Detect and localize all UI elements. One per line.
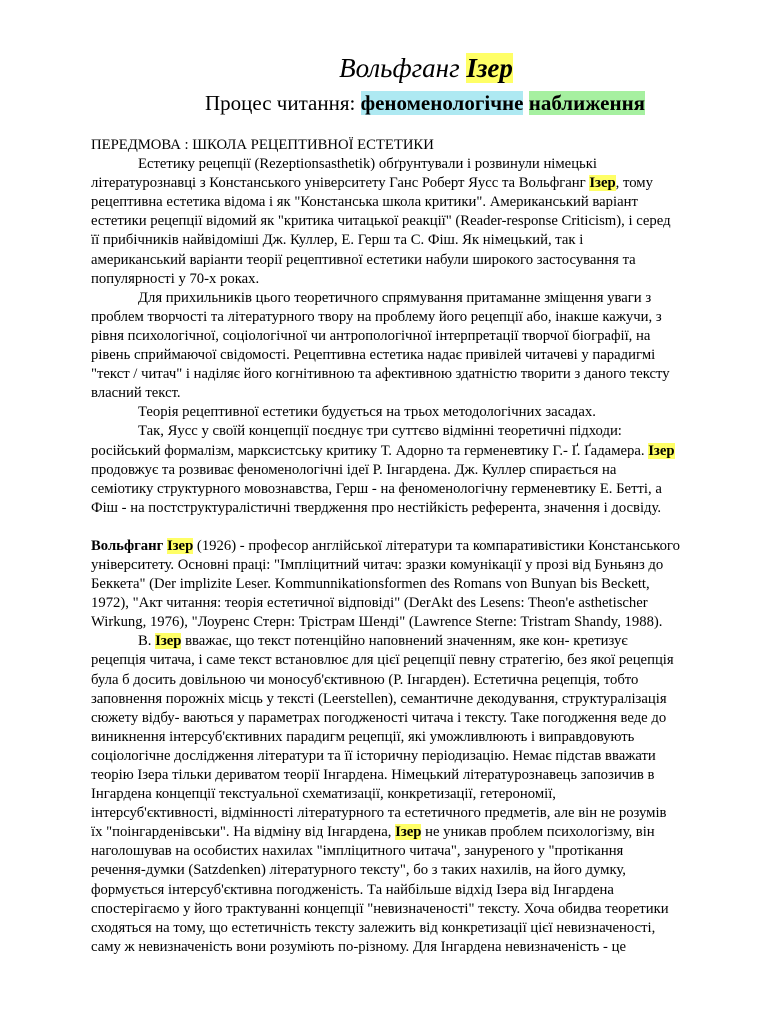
document-body	[91, 136, 713, 957]
body-line: інтерсуб'єктивності, відмінності літературного та естетичного предметів, але він не розумів	[91, 805, 667, 822]
surname-highlight: Ізер	[395, 824, 422, 841]
surname-highlight: Ізер	[155, 633, 182, 650]
subtitle-highlight-word1: феноменологічне	[360, 91, 524, 115]
text-span: російський формалізм, марксистську критику Т. Адорно та герменевтику Г.- Ґ. Ґадамера.	[91, 442, 645, 459]
body-line: її прибічників найвідоміші Дж. Куллер, Е. Герш та С. Фіш. Як німецький, так і	[91, 232, 584, 249]
body-line: саму ж невизначеність вони розуміють по-різному. Для Інгардена невизначеність - це	[91, 938, 626, 955]
body-line: продовжує та розвиває феноменологічні ідеї Р. Інгардена. Дж. Куллер спирається на	[91, 461, 617, 478]
body-line	[91, 537, 713, 556]
document-title	[0, 50, 768, 86]
document-subtitle	[0, 88, 768, 118]
body-line: Інгардена концепції текстуальної схематизації, конкретизації, гетерономії,	[91, 786, 556, 803]
body-line: Фіш - на постструктуралістичні твердження про нестійкість референта, значення і досвіду.	[91, 499, 662, 516]
text-span: (1926) - професор англійської літератури та компаративістики Констанського	[196, 537, 680, 554]
section-heading: ПЕРЕДМОВА : ШКОЛА РЕЦЕПТИВНОЇ ЕСТЕТИКИ	[91, 137, 434, 153]
text-span: літературознавці з Констанського університету Ганс Роберт Яусс та Вольфганг	[91, 175, 586, 192]
surname-highlight: Ізер	[166, 537, 194, 554]
body-line: Для прихильників цього теоретичного спрямування притаманне зміщення уваги з	[138, 289, 652, 306]
body-line: естетики рецепції відомий як "критика читацької реакції" (Reader-response Criticism), і серед	[91, 213, 671, 230]
text-span: не уникав проблем психологізму, він	[425, 824, 655, 841]
body-line: заповнення порожніх місць у тексті (Leerstellen), семантичне декодування, структуралізація	[91, 690, 667, 707]
body-line: 1972), "Акт читання: теорія естетичної відповіді" (DerAkt des Lesens: Theon'e asthetischer	[91, 595, 648, 612]
body-line	[91, 174, 713, 193]
body-line: соціологічне дослідження літератури та її історичну періодизацію. Немає підстав вважати	[91, 747, 656, 764]
body-line: спостерігаємо у його трактуванні концепції "невизначеності" тексту. Хоча обидва теоретики	[91, 900, 669, 917]
body-line: популярності у 70-х роках.	[91, 270, 260, 287]
body-line	[91, 442, 713, 461]
body-line: Беккета" (Der implizite Leser. Kommunnikationsformen des Romans von Bunyan bis Beckett,	[91, 576, 650, 593]
body-line: власний текст.	[91, 385, 181, 402]
body-line: американський варіанти теорії рецептивної естетики набули широкого застосування та	[91, 251, 636, 268]
body-line: сюжету відбу- ваються у параметрах погодженості читача і тексту. Таке погодження веде до	[91, 709, 667, 726]
body-line: Wirkung, 1976), "Лоуренс Стерн: Трістрам Шенді" (Lawrence Sterne: Tristram Shandy, 1988).	[91, 614, 663, 631]
body-line: проблем творчості та літературного твору на проблему його рецепції або, інакше кажучи, з	[91, 308, 662, 325]
text-span: їх "поінгарденівськи". На відміну від Інгардена,	[91, 824, 392, 841]
body-line: рівня психологічної, соціологічної чи антропологічної інтерпретації творчої біографії, на	[91, 327, 651, 344]
body-line: рівень сприймаючої свідомості. Рецептивна естетика надає привілей читачеві у парадигмі	[91, 347, 656, 364]
body-line: сходяться на тому, що естетичність тексту залежить від конкретизації цієї невизначеності,	[91, 919, 656, 936]
body-line: семіотику структурного мовознавства, Герш - на феноменологічну герменевтику Е. Бетті, а	[91, 480, 662, 497]
body-line: була б досить довільною чи моносуб'єктивною (Р. Інгарден). Естетична рецепція, тобто	[91, 671, 639, 688]
author-first-name: Вольфганг	[339, 53, 460, 83]
author-name-bold: Вольфганг	[91, 537, 164, 554]
body-line	[91, 632, 713, 651]
subtitle-highlight-word2: наближення	[528, 91, 646, 115]
body-line: "текст / читач" і наділяє його когнітивною та афективною здатністю творити з даного тексту	[91, 366, 670, 383]
text-span: , тому	[615, 175, 653, 192]
surname-highlight: Ізер	[589, 175, 616, 192]
body-line: університету. Основні праці: "Імпліцитний читач: зразки комунікації у прозі від Буньянз до	[91, 556, 664, 573]
body-line: виникнення інтерсуб'єктивних парадигм рецепції, які уможливлюють і виправдовують	[91, 728, 635, 745]
text-span: В.	[138, 633, 152, 650]
text-span: вважає, що текст потенційно наповнений значенням, яке кон- кретизує	[185, 633, 628, 650]
author-surname-highlight: Ізер	[466, 53, 513, 83]
body-line: Естетику рецепції (Rezeptionsasthetik) обґрунтували і розвинули німецькі	[138, 156, 597, 173]
subtitle-prefix: Процес читання:	[204, 91, 356, 115]
body-line: формується інтерсуб'єктивна погодженість. Та найбільше відхід Ізера від Інгардена	[91, 881, 614, 898]
body-line: рецептивна естетика відома і як "Констанська школа критики". Американський варіант	[91, 194, 638, 211]
body-line	[91, 823, 713, 842]
body-line: теорію Ізера тільки дериватом теорії Інгардена. Німецький літературознавець запозичив в	[91, 767, 655, 783]
paragraph-gap	[91, 518, 713, 537]
body-line: Так, Яусс у своїй концепції поєднує три суттєво відмінні теоретичні підходи:	[138, 423, 622, 440]
body-line: наголошував на особистих нахилах "імпліцитного читача", зануреного у "протікання	[91, 843, 624, 860]
body-line: рецепція читача, і саме текст встановлює для цієї рецепції певну стратегію, без якої рецепція	[91, 652, 674, 669]
body-line: Теорія рецептивної естетики будується на трьох методологічних засадах.	[138, 404, 596, 421]
surname-highlight: Ізер	[648, 442, 675, 459]
body-line: речення-думки (Satzdenken) літературного тексту", бо з таких нахилів, на його думку,	[91, 862, 626, 879]
